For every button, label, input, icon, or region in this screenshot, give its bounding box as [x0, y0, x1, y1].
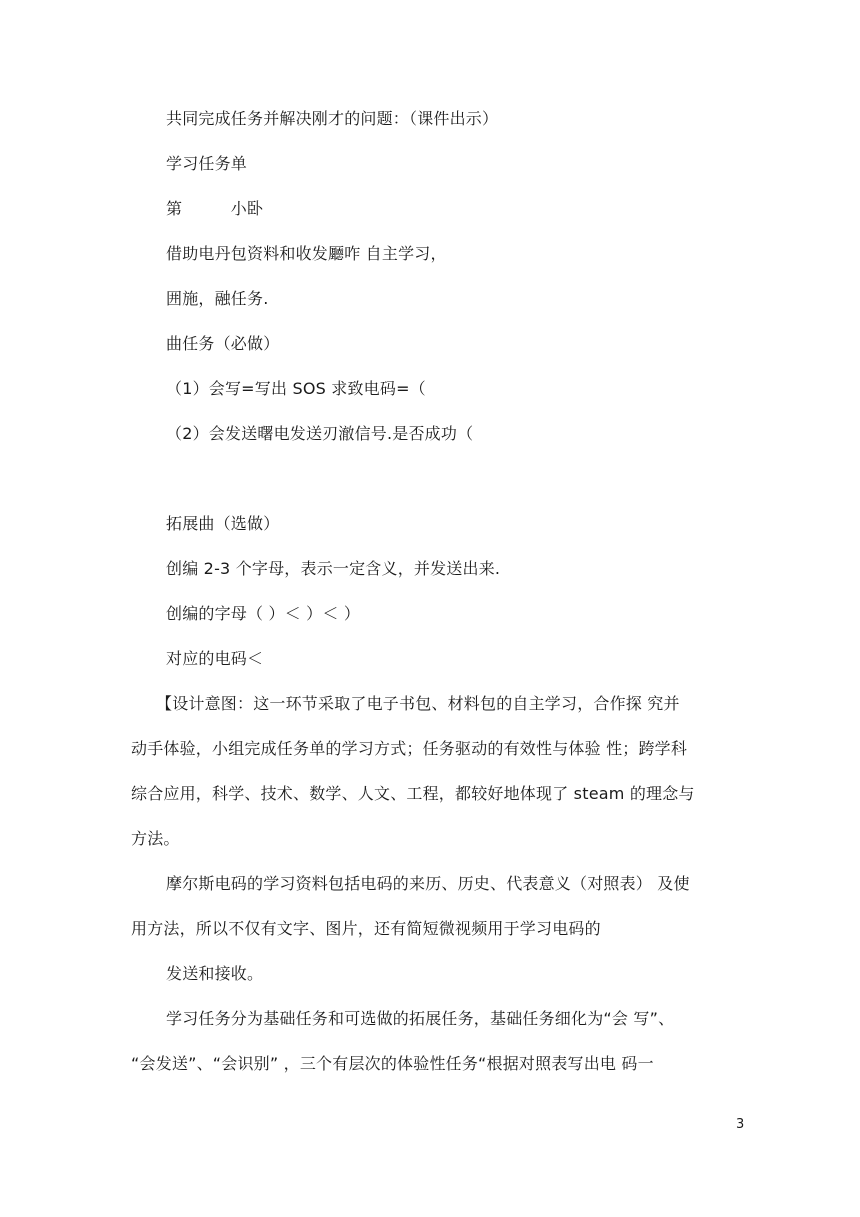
text-line: 发送和接收。: [166, 964, 264, 983]
text-line: 借助电丹包资料和收发㕔咋 自主学习，: [166, 244, 447, 263]
text-line: 学习任务分为基础任务和可选做的拓展任务，基础任务细化为“会 写”、: [166, 1009, 675, 1028]
text-line: 第 小卧: [166, 199, 264, 218]
text-line: 共同完成任务并解决刚才的问题：（课件出示）: [166, 109, 499, 128]
text-line: 学习任务单: [166, 154, 248, 173]
text-line: “会发送”、“会识别” ，三个有层次的体验性任务“根据对照表写出电 码一: [131, 1054, 654, 1073]
text-line: 方法。: [131, 829, 180, 848]
text-line: 曲任务（必做）: [166, 334, 280, 353]
text-line: 动手体验，小组完成任务单的学习方式；任务驱动的有效性与体验 性；跨学科: [131, 739, 688, 758]
text-line: 对应的电码＜: [166, 649, 264, 668]
text-line: 拓展曲（选做）: [166, 514, 280, 533]
text-line: 摩尔斯电码的学习资料包括电码的来历、历史、代表意义（对照表） 及使: [166, 874, 690, 893]
text-line: 创编的字母（ ）＜ ）＜ ）: [166, 604, 361, 623]
text-line: 囲施，融任务.: [166, 289, 269, 308]
text-line: 【设计意图：这一环节采取了电子书包、材料包的自主学习，合作探 究并: [156, 694, 680, 713]
text-line: 综合应用，科学、技术、数学、人文、工程，都较好地体现了 steam 的理念与: [131, 784, 695, 803]
text-line: 创编 2-3 个字母，表示一定含义，并发送出来.: [166, 559, 501, 578]
text-line: 用方法，所以不仅有文字、图片，还有简短微视频用于学习电码的: [131, 919, 601, 938]
text-line: （2）会发送曙电发送刃澈信号.是否成功（: [166, 424, 474, 443]
page-number: 3: [736, 1117, 745, 1132]
text-line: （1）会写=写出 SOS 求致电码=（: [166, 379, 426, 398]
